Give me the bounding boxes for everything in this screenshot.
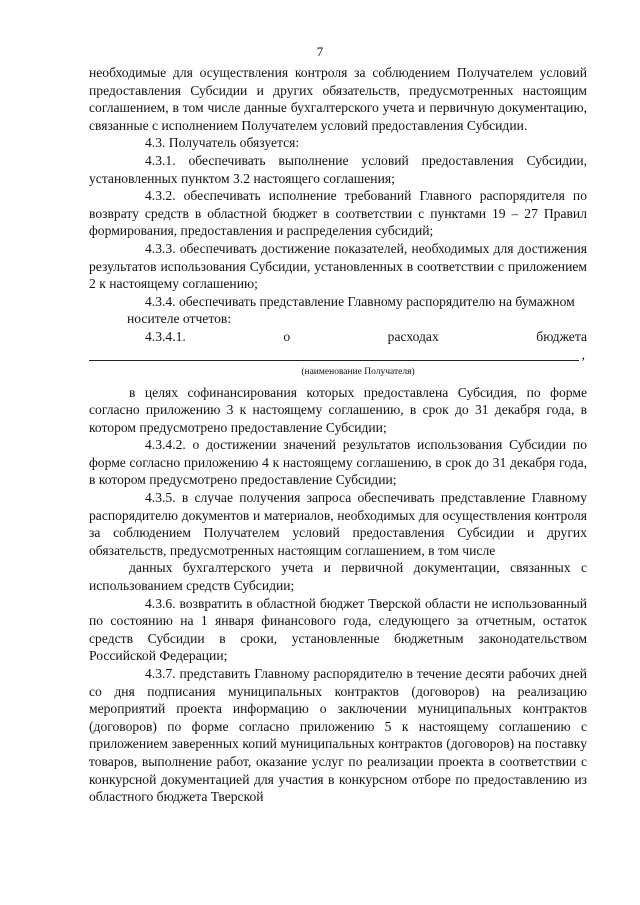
paragraph-4-3-6: 4.3.6. возвратить в областной бюджет Тверской области не использованный по состоянию на 1 января финансового года, следующего за отчетным, остаток средств Субсидии в сроки, установленные бюджетным законодательством Российской Федерации; [89,595,587,664]
paragraph-4-3-4-1 [89,328,587,346]
word: расходах [387,328,439,344]
page-number: 7 [316,44,324,59]
paragraph-4-3-2: 4.3.2. обеспечивать исполнение требований Главного распорядителя по возврату средств в областной бюджет в соответствии с пунктами 19 – 27 Правил формирования, предоставления и распределения субсидий; [89,188,587,239]
paragraph-4-3-4: 4.3.4. обеспечивать представление Главному распорядителю на бумажном [145,293,575,309]
paragraph-heading-4-3: 4.3. Получатель обязуется: [145,135,300,151]
comma: , [581,346,585,362]
paragraph-continuation: данных бухгалтерского учета и первичной документации, связанных с использованием средств Субсидии; [89,560,587,594]
fill-caption: (наименование Получателя) [301,366,415,377]
paragraph-4-3-5: 4.3.5. в случае получения запроса обеспечивать представление Главному распорядителю документов и материалов, необходимых для осуществления контроля за соблюдением Получателем условий предоставления Субсидии и других обязательств, предусмотренных настоящим соглашением, в том числе [89,490,587,558]
word: о [283,328,291,344]
paragraph-continuation: носителе отчетов: [127,311,232,327]
paragraph-4-3-4-2: 4.3.4.2. о достижении значений результатов использования Субсидии по форме согласно приложению 4 к настоящему соглашению, в срок до 31 декабря года, в котором предусмотрено предоставление Субсидии; [89,437,587,488]
clause-number: 4.3.4.1. [145,328,186,344]
recipient-fill-line [89,346,587,368]
word: бюджета [536,328,587,344]
paragraph: необходимые для осуществления контроля за соблюдением Получателем условий предоставления Субсидии и других обязательств, предусмотренных настоящим соглашением, в том числе данные бухгалтерского учета и первичную документацию, связанные с исполнением Получателем условий предоставления Субсидии. [89,65,587,133]
paragraph: в целях софинансирования которых предоставлена Субсидия, по форме согласно приложению 3 к настоящему соглашению, в срок до 31 декабря года, в котором предусмотрено предоставление Субсидии; [89,384,587,435]
paragraph-4-3-3: 4.3.3. обеспечивать достижение показателей, необходимых для достижения результатов использования Субсидии, установленных в соответствии с приложением 2 к настоящему соглашению; [89,240,587,292]
paragraph-4-3-7: 4.3.7. представить Главному распорядителю в течение десяти рабочих дней со дня подписания муниципальных контрактов (договоров) на реализацию мероприятий проекта информацию о заключении муниципальных контрактов (договоров) по форме согласно приложению 5 к настоящему соглашению с приложением заверенных копий муниципальных контрактов (договоров) на поставку товаров, выполнение работ, оказание услуг по реализации проекта в соответствии с конкурсной документацией для участия в конкурсном отборе по предоставлению из областного бюджета Тверской [89,666,587,805]
document-body [89,64,587,806]
paragraph-4-3-1: 4.3.1. обеспечивать выполнение условий предоставления Субсидии, установленных пунктом 3.2 настоящего соглашения; [89,152,587,186]
underline [89,360,579,361]
